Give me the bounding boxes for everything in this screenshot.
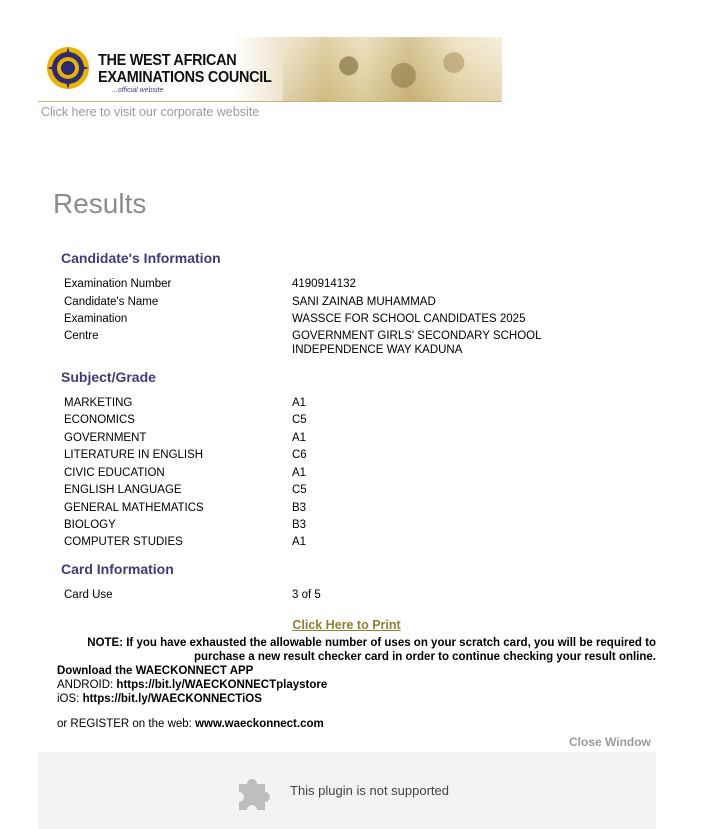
info-label: Examination Number bbox=[64, 278, 172, 290]
card-use-value: 3 of 5 bbox=[292, 589, 321, 601]
close-window-button[interactable]: Close Window bbox=[569, 735, 651, 749]
subject-name: ECONOMICS bbox=[64, 414, 135, 426]
card-use-label: Card Use bbox=[64, 589, 113, 601]
subject-name: BIOLOGY bbox=[64, 519, 116, 531]
android-label: ANDROID: bbox=[57, 679, 117, 691]
subject-name: MARKETING bbox=[64, 397, 133, 409]
info-label: Examination bbox=[64, 313, 128, 325]
subject-name: COMPUTER STUDIES bbox=[64, 536, 183, 548]
subject-grade: C6 bbox=[292, 449, 307, 461]
graduates-photo bbox=[283, 37, 502, 101]
ios-line bbox=[57, 692, 327, 706]
ios-link[interactable]: https://bit.ly/WAECKONNECTiOS bbox=[82, 693, 262, 705]
org-name-line1: THE WEST AFRICAN bbox=[98, 52, 237, 69]
plugin-message: This plugin is not supported bbox=[290, 783, 449, 798]
candidate-info-heading: Candidate's Information bbox=[61, 250, 221, 266]
app-download-block bbox=[57, 664, 327, 706]
ios-label: iOS: bbox=[57, 693, 83, 705]
subject-grade: B3 bbox=[292, 502, 307, 514]
subject-grade: A1 bbox=[292, 397, 307, 409]
subject-name: GOVERNMENT bbox=[64, 432, 147, 444]
info-value: GOVERNMENT GIRLS' SECONDARY SCHOOL INDEPENDENCE WAY KADUNA bbox=[292, 330, 542, 356]
subject-grade: A1 bbox=[292, 432, 307, 444]
android-line bbox=[57, 678, 327, 692]
corporate-website-link[interactable]: Click here to visit our corporate website bbox=[41, 105, 260, 119]
info-label: Candidate's Name bbox=[64, 296, 159, 308]
info-label: Centre bbox=[64, 330, 99, 342]
subject-name: CIVIC EDUCATION bbox=[64, 467, 165, 479]
waec-seal-icon bbox=[46, 46, 90, 90]
info-value: 4190914132 bbox=[292, 278, 356, 290]
page-title: Results bbox=[53, 188, 147, 219]
print-link[interactable]: Click Here to Print bbox=[292, 618, 401, 632]
puzzle-piece-icon bbox=[233, 770, 275, 812]
org-tagline: ...official website bbox=[112, 87, 164, 94]
register-link[interactable]: www.waeckonnect.com bbox=[195, 718, 324, 730]
scratch-card-note: NOTE: If you have exhausted the allowable number of uses on your scratch card, you will be required to purchase a new result checker card in order to continue checking your result online. bbox=[87, 637, 656, 663]
subject-grade: C5 bbox=[292, 414, 307, 426]
unsupported-plugin-placeholder bbox=[38, 752, 656, 829]
register-label: or REGISTER on the web: bbox=[57, 718, 196, 730]
subject-grade: C5 bbox=[292, 484, 307, 496]
subject-grade: B3 bbox=[292, 519, 307, 531]
subject-name: GENERAL MATHEMATICS bbox=[64, 502, 204, 514]
card-info-heading: Card Information bbox=[61, 561, 174, 577]
subject-grade-heading: Subject/Grade bbox=[61, 369, 156, 385]
org-name-line2: EXAMINATIONS COUNCIL bbox=[98, 69, 272, 86]
subject-name: LITERATURE IN ENGLISH bbox=[64, 449, 204, 461]
app-heading: Download the WAECKONNECT APP bbox=[57, 665, 254, 677]
subject-name: ENGLISH LANGUAGE bbox=[64, 484, 182, 496]
waec-banner[interactable] bbox=[38, 37, 502, 102]
subject-grade: A1 bbox=[292, 467, 307, 479]
info-value: SANI ZAINAB MUHAMMAD bbox=[292, 296, 436, 308]
android-link[interactable]: https://bit.ly/WAECKONNECTplaystore bbox=[116, 679, 328, 691]
subject-grade: A1 bbox=[292, 536, 307, 548]
register-line bbox=[57, 718, 324, 730]
info-value: WASSCE FOR SCHOOL CANDIDATES 2025 bbox=[292, 313, 526, 325]
